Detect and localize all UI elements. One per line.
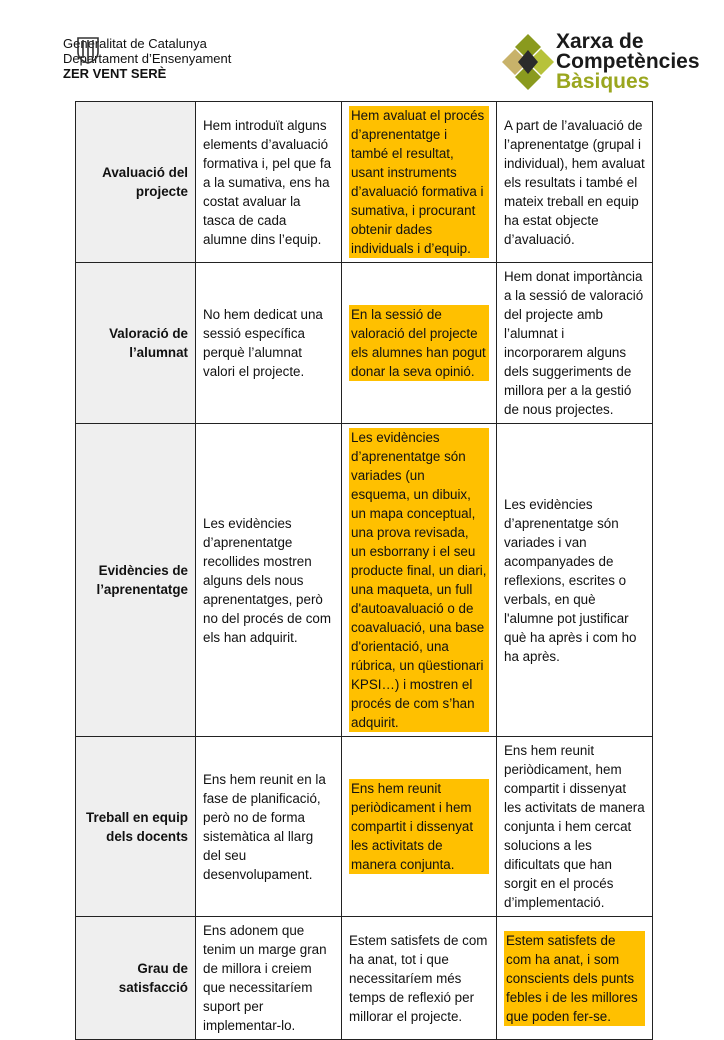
level-cell bbox=[196, 102, 342, 263]
level-cell bbox=[196, 263, 342, 424]
highlighted-level-text: Hem avaluat el procés d’aprenentatge i també el resultat, usant instruments d’avaluació formativa i sumativa, i procurant obtenir dades individuals i d’equip. bbox=[349, 106, 489, 258]
level-text: A part de l’avaluació de l’aprenentatge (grupal i individual), hem avaluat els resultats i també el mateix treball en equip ha estat objecte d’avaluació. bbox=[504, 117, 645, 247]
level-cell bbox=[497, 424, 653, 737]
table-row bbox=[76, 263, 653, 424]
level-cell bbox=[196, 737, 342, 917]
logo-line-2: Competències bbox=[556, 50, 700, 73]
level-text: Les evidències d’aprenentatge recollides mostren alguns dels nous aprenentatges, però no del procés de com els han adquirit. bbox=[203, 515, 332, 645]
level-text: Hem donat importància a la sessió de valoració del projecte amb l’alumnat i incorporarem alguns dels suggeriments de millora per a la gestió de nous projectes. bbox=[504, 269, 644, 417]
level-cell bbox=[497, 917, 653, 1040]
level-cell bbox=[342, 263, 497, 424]
xarxa-competencies-logo bbox=[500, 30, 700, 100]
level-cell bbox=[196, 917, 342, 1040]
level-cell bbox=[342, 102, 497, 263]
generalitat-seal-icon bbox=[76, 36, 100, 64]
level-cell bbox=[497, 737, 653, 917]
table-row bbox=[76, 424, 653, 737]
header-line-2: Departament d’Ensenyament bbox=[63, 51, 232, 66]
level-cell bbox=[342, 917, 497, 1040]
level-cell bbox=[342, 737, 497, 917]
level-text: Hem introduït alguns elements d’avaluació formativa i, pel que fa a la sumativa, ens ha costat avaluar la tasca de cada alumne dins l’equip. bbox=[203, 117, 332, 247]
criterion-cell: Evidències de l’aprenentatge bbox=[76, 424, 196, 737]
level-cell bbox=[196, 424, 342, 737]
table-row bbox=[76, 102, 653, 263]
highlighted-level-text: Les evidències d’aprenentatge són variades (un esquema, un dibuix, un mapa conceptual, una prova revisada, un esborrany i el seu producte final, un diari, una maqueta, un full d'autoavaluació o de coavaluació, una base d'orientació, una rúbrica, un qüestionari KPSI…) i mostren el procés de com s’han adquirit. bbox=[349, 428, 489, 732]
logo-line-1: Xarxa de bbox=[556, 30, 644, 53]
highlighted-level-text: Estem satisfets de com ha anat, i som conscients dels punts febles i de les millores que poden fer-se. bbox=[504, 931, 645, 1026]
highlighted-level-text: En la sessió de valoració del projecte els alumnes han pogut donar la seva opinió. bbox=[349, 305, 489, 381]
level-text: No hem dedicat una sessió específica perquè l’alumnat valori el projecte. bbox=[203, 307, 323, 379]
level-text: Ens hem reunit periòdicament, hem compartit i dissenyat les activitats de manera conjunta i hem cercat solucions a les dificultats que han sorgit en el procés d’implementació. bbox=[504, 743, 645, 910]
school-name: ZER VENT SERÈ bbox=[63, 66, 167, 81]
rubric-table bbox=[75, 101, 653, 1040]
level-text: Ens hem reunit en la fase de planificació, però no de forma sistemàtica al llarg del seu desenvolupament. bbox=[203, 771, 326, 882]
criterion-cell: Grau de satisfacció bbox=[76, 917, 196, 1040]
criterion-cell: Valoració de l’alumnat bbox=[76, 263, 196, 424]
level-text: Ens adonem que tenim un marge gran de millora i creiem que necessitaríem suport per implementar-lo. bbox=[203, 923, 327, 1033]
level-text: Les evidències d’aprenentatge són variades i van acompanyades de reflexions, escrites o verbals, en què l'alumne pot justificar què ha après i com ho ha après. bbox=[504, 496, 637, 664]
table-row bbox=[76, 737, 653, 917]
criterion-cell: Treball en equip dels docents bbox=[76, 737, 196, 917]
level-cell bbox=[497, 263, 653, 424]
level-cell bbox=[342, 424, 497, 737]
level-cell bbox=[497, 102, 653, 263]
table-row bbox=[76, 917, 653, 1040]
highlighted-level-text: Ens hem reunit periòdicament i hem compartit i dissenyat les activitats de manera conjunta. bbox=[349, 779, 489, 874]
level-text: Estem satisfets de com ha anat, tot i que necessitaríem més temps de reflexió per millorar el projecte. bbox=[349, 932, 488, 1024]
criterion-cell: Avaluació del projecte bbox=[76, 102, 196, 263]
diamond-logo-icon bbox=[500, 32, 556, 92]
logo-line-3: Bàsiques bbox=[556, 70, 650, 93]
header-line-1: Generalitat de Catalunya bbox=[63, 36, 207, 51]
